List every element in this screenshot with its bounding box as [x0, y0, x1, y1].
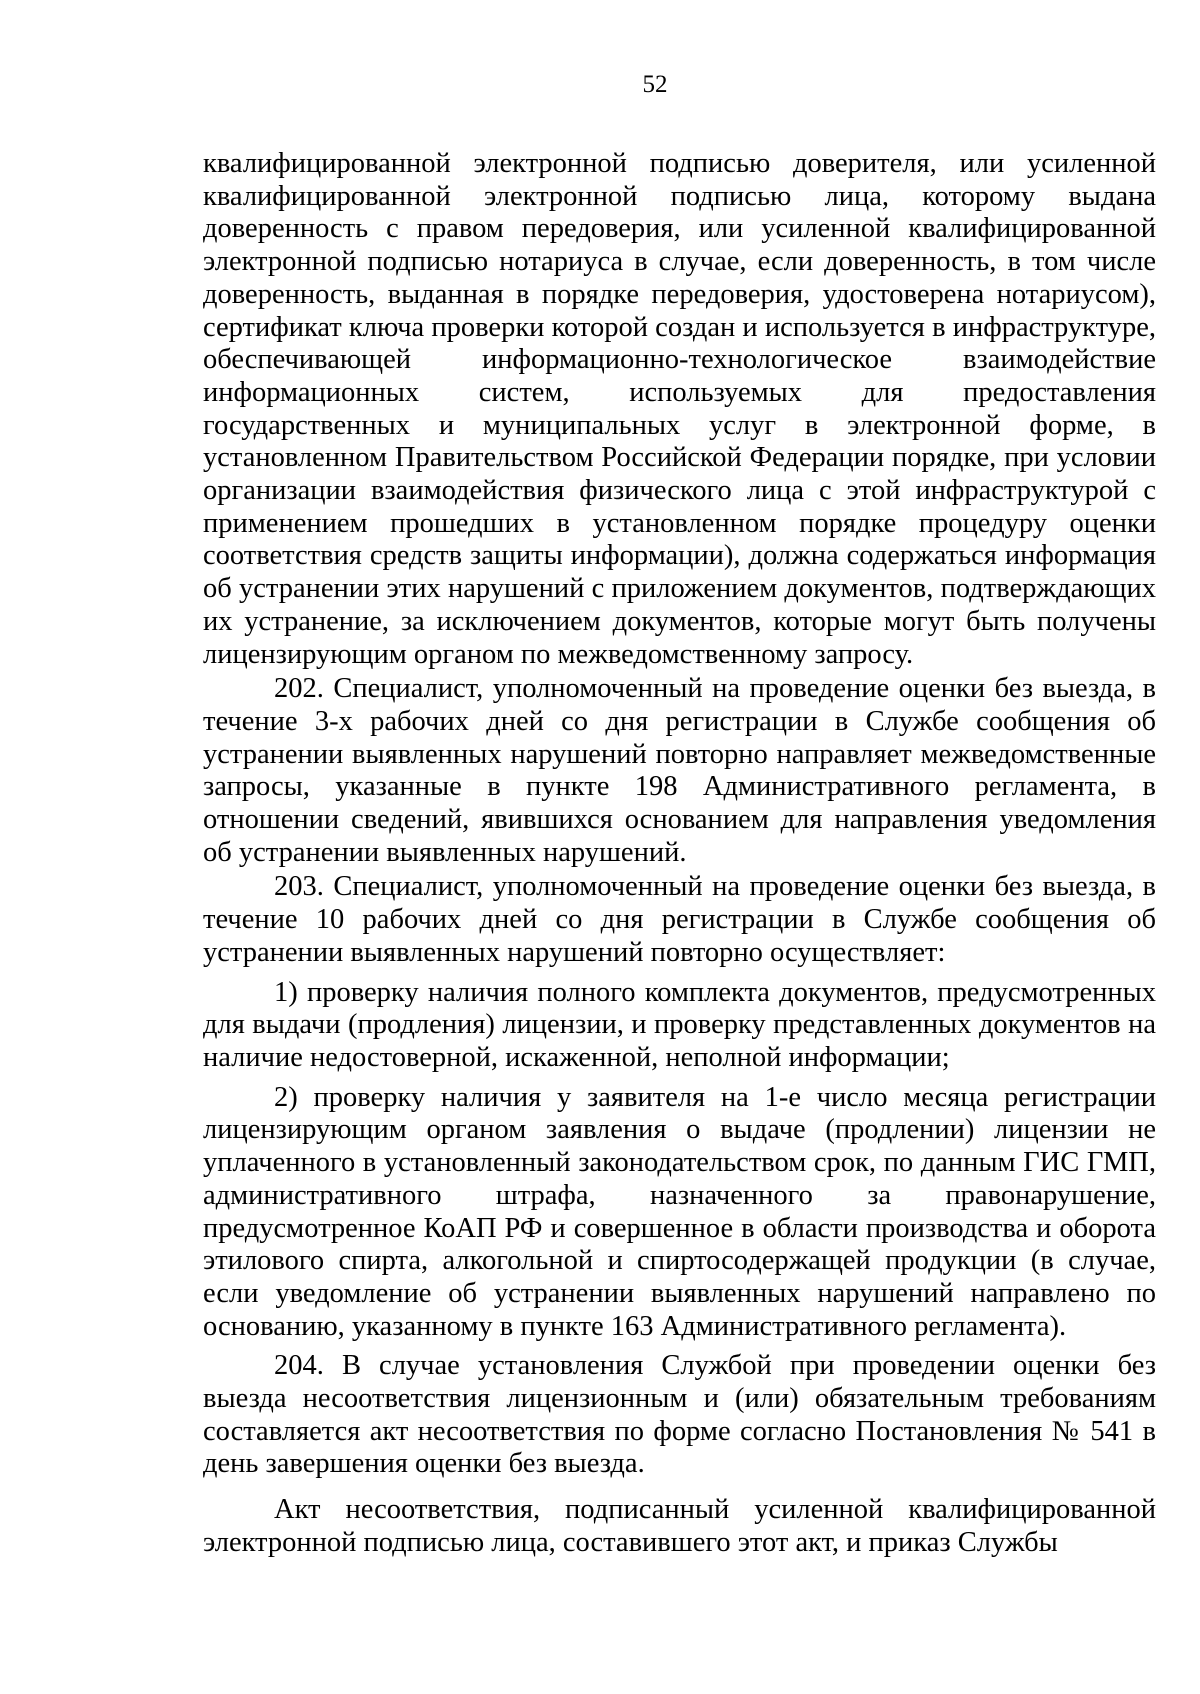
paragraph-continuation: квалифицированной электронной подписью доверителя, или усиленной квалифицированной электронной подписью лица, которому выдана доверенность с правом передоверия, или усиленной квалифицированной электронной подписью нотариуса в случае, если доверенность, в том числе доверенность, выданная в порядке передоверия, удостоверена нотариусом), сертификат ключа проверки которой создан и используется в инфраструктуре, обеспечивающей информационно-технологическое взаимодействие информационных систем, используемых для предоставления государственных и муниципальных услуг в электронной форме, в установленном Правительством Российской Федерации порядке, при условии организации взаимодействия физического лица с этой инфраструктурой с применением прошедших в установленном порядке процедуру оценки соответствия средств защиты информации), должна содержаться информация об устранении этих нарушений с приложением документов, подтверждающих их устранение, за исключением документов, которые могут быть получены лицензирующим органом по межведомственному запросу. [203, 148, 1156, 670]
page-number: 52 [642, 71, 668, 98]
paragraph-202: 202. Специалист, уполномоченный на проведение оценки без выезда, в течение 3-х рабочих дней со дня регистрации в Службе сообщения об устранении выявленных нарушений повторно направляет межведомственные запросы, указанные в пункте 198 Административного регламента, в отношении сведений, явившихся основанием для направления уведомления об устранении выявленных нарушений. [203, 673, 1156, 868]
list-item-2: 2) проверку наличия у заявителя на 1-е число месяца регистрации лицензирующим органом заявления о выдаче (продлении) лицензии не уплаченного в установленный законодательством срок, по данным ГИС ГМП, административного штрафа, назначенного за правонарушение, предусмотренное КоАП РФ и совершенное в области производства и оборота этилового спирта, алкогольной и спиртосодержащей продукции (в случае, если уведомление об устранении выявленных нарушений направлено по основанию, указанному в пункте 163 Административного регламента). [203, 1081, 1156, 1342]
paragraph-204: 204. В случае установления Службой при проведении оценки без выезда несоответствия лицензионным и (или) обязательным требованиям составляется акт несоответствия по форме согласно Постановления № 541 в день завершения оценки без выезда. [203, 1350, 1156, 1480]
paragraph-203: 203. Специалист, уполномоченный на проведение оценки без выезда, в течение 10 рабочих дней со дня регистрации в Службе сообщения об устранении выявленных нарушений повторно осуществляет: [203, 871, 1156, 968]
document-body [203, 148, 1156, 1560]
list-item-1: 1) проверку наличия полного комплекта документов, предусмотренных для выдачи (продления) лицензии, и проверку представленных документов на наличие недостоверной, искаженной, неполной информации; [203, 976, 1156, 1073]
paragraph-act: Акт несоответствия, подписанный усиленной квалифицированной электронной подписью лица, составившего этот акт, и приказ Службы [203, 1494, 1156, 1558]
